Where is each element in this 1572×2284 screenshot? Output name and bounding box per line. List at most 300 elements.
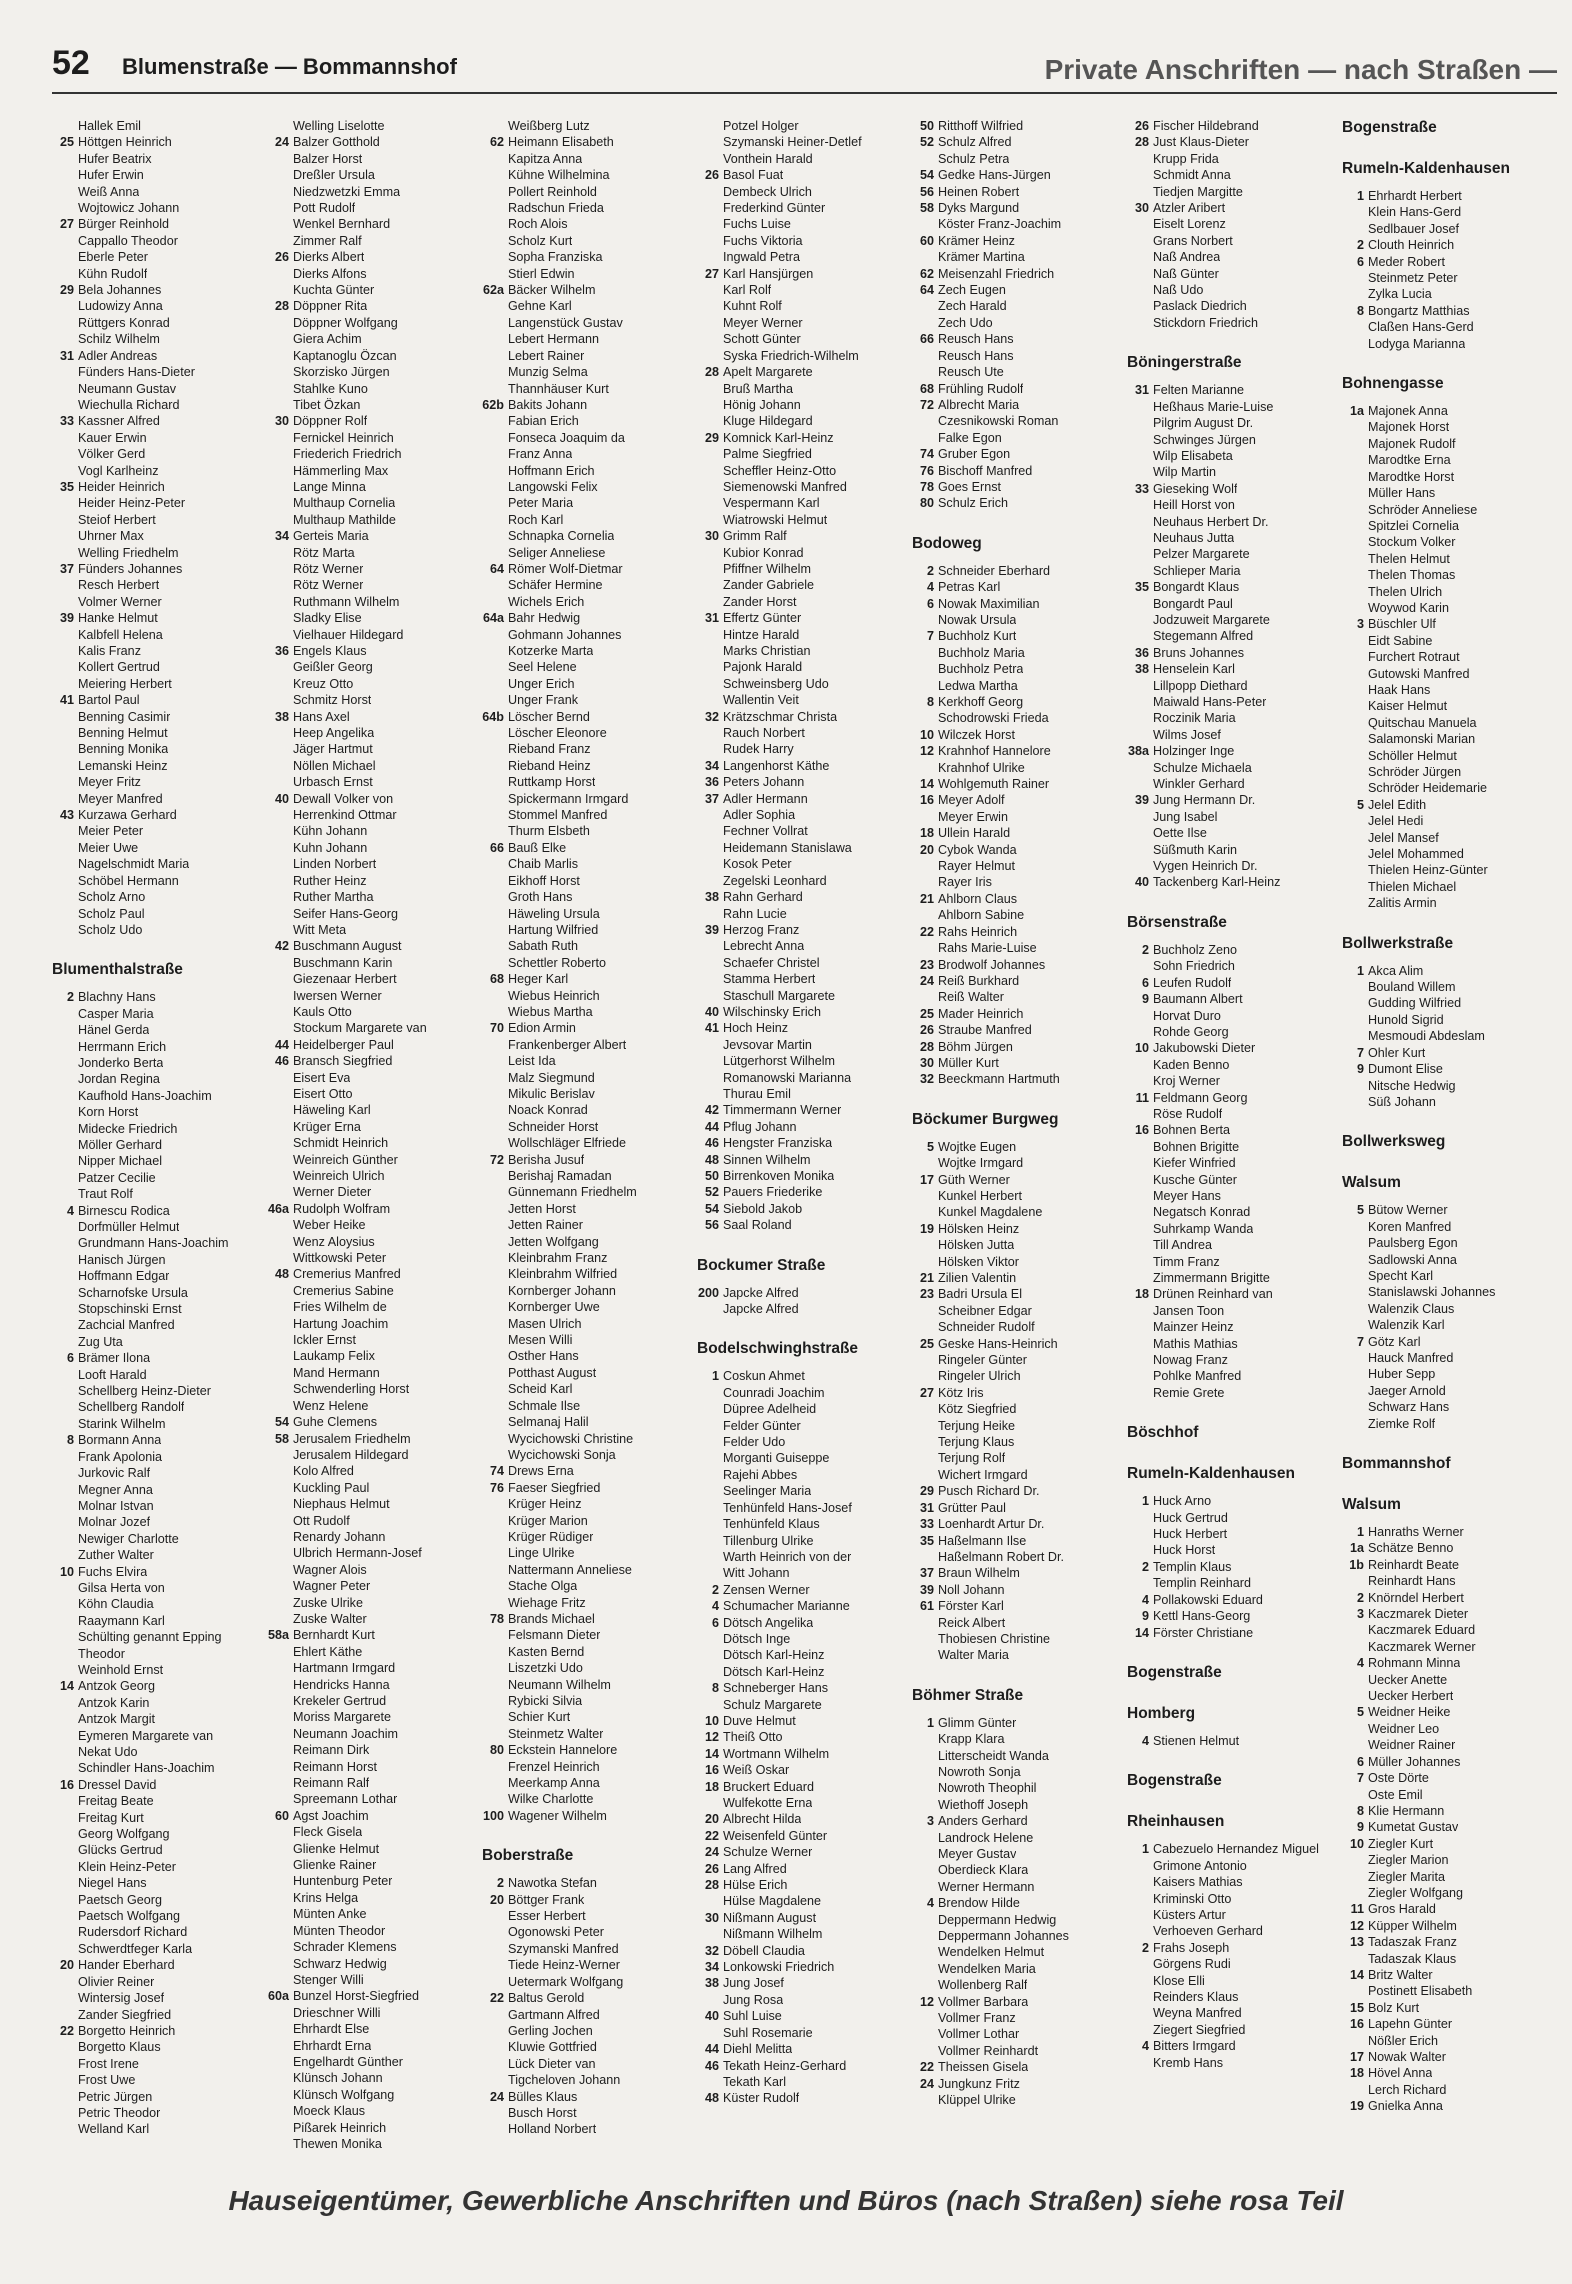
resident-entry [267, 348, 476, 364]
street-heading: Rumeln-Kaldenhausen [1127, 1465, 1295, 1483]
house-number [52, 1104, 78, 1120]
house-number: 1 [1356, 189, 1364, 203]
house-number: 14 [1134, 1625, 1149, 1640]
resident-name: Schulz Margarete [723, 1697, 822, 1712]
resident-entry [1127, 1608, 1336, 1624]
resident-entry [912, 282, 1121, 298]
resident-entry [52, 545, 261, 561]
section-title: Private Anschriften — nach Straßen — [1044, 54, 1557, 85]
resident-name: Giezenaar Herbert [293, 972, 397, 987]
resident-name: Reusch Ute [938, 365, 1004, 380]
resident-name: Löscher Eleonore [508, 726, 607, 741]
house-number: 29 [59, 283, 74, 298]
resident-name: Vogl Karlheinz [78, 463, 159, 478]
resident-name: Reinders Klaus [1153, 1989, 1239, 2004]
house-number [1127, 1139, 1153, 1155]
resident-name: Postinett Elisabeth [1368, 1984, 1473, 1999]
resident-entry [52, 1416, 261, 1432]
resident-name: Jung Rosa [723, 1992, 784, 2007]
resident-name: Majonek Rudolf [1368, 436, 1456, 451]
resident-entry [482, 2039, 691, 2055]
resident-name: Langenhorst Käthe [723, 758, 830, 773]
house-number [482, 118, 508, 134]
resident-name: Seel Helene [508, 660, 577, 675]
resident-entry [1342, 682, 1551, 698]
resident-name: Bakits Johann [508, 397, 588, 412]
house-number [1342, 436, 1368, 452]
house-number [697, 200, 723, 216]
resident-entry [697, 397, 906, 413]
resident-name: Bürger Reinhold [78, 217, 170, 232]
house-number: 7 [1356, 1771, 1364, 1786]
house-number [52, 1892, 78, 1908]
resident-entry [267, 988, 476, 1004]
house-number [1127, 167, 1153, 183]
resident-name: Moriss Margarete [293, 1710, 391, 1725]
house-number [697, 594, 723, 610]
house-number: 2 [66, 990, 74, 1005]
resident-entry [697, 331, 906, 347]
house-number: 40 [1134, 875, 1149, 890]
resident-name: Bransch Siegfried [293, 1054, 393, 1069]
house-number [482, 2056, 508, 2072]
resident-name: Schodrowski Frieda [938, 711, 1049, 726]
resident-entry [267, 1135, 476, 1151]
resident-name: Hoch Heinz [723, 1021, 789, 1036]
house-number [267, 1562, 293, 1578]
house-number [267, 1972, 293, 1988]
house-number [267, 512, 293, 528]
house-number [52, 1055, 78, 1071]
house-number: 38 [274, 709, 289, 724]
resident-name: Gnielka Anna [1368, 2099, 1443, 2114]
resident-entry [267, 1841, 476, 1857]
resident-entry [697, 1729, 906, 1745]
resident-name: Marodtke Horst [1368, 469, 1455, 484]
house-number [697, 561, 723, 577]
resident-entry [912, 1549, 1121, 1565]
resident-name: Zegelski Leonhard [723, 873, 827, 888]
resident-name: Resch Herbert [78, 578, 160, 593]
resident-entry [912, 430, 1121, 446]
resident-entry [482, 315, 691, 331]
resident-name: Stanislawski Johannes [1368, 1285, 1496, 1300]
house-number [1127, 1172, 1153, 1188]
resident-name: Ohler Kurt [1368, 1045, 1426, 1060]
resident-name: Mesmoudi Abdeslam [1368, 1029, 1485, 1044]
resident-entry [482, 906, 691, 922]
house-number: 35 [59, 479, 74, 494]
house-number: 54 [704, 1201, 719, 1216]
resident-name: Kiefer Winfried [1153, 1156, 1236, 1171]
house-number [267, 2087, 293, 2103]
resident-entry [267, 1250, 476, 1266]
resident-entry [1127, 2055, 1336, 2071]
resident-entry [1342, 846, 1551, 862]
resident-entry [482, 479, 691, 495]
house-number [912, 413, 938, 429]
house-number [697, 856, 723, 872]
house-number: 41 [59, 693, 74, 708]
resident-entry [52, 1104, 261, 1120]
resident-entry [267, 249, 476, 265]
resident-entry [267, 413, 476, 429]
resident-entry [482, 577, 691, 593]
house-number [1127, 776, 1153, 792]
resident-entry [482, 495, 691, 511]
resident-name: Groth Hans [508, 890, 573, 905]
resident-entry [912, 1270, 1121, 1286]
resident-entry [52, 1564, 261, 1580]
house-number: 18 [1349, 2066, 1364, 2081]
resident-entry [267, 1316, 476, 1332]
house-number [1127, 1073, 1153, 1089]
resident-name: Lodyga Marianna [1368, 336, 1466, 351]
resident-entry [697, 1844, 906, 1860]
house-number [697, 577, 723, 593]
resident-name: Ullein Harald [938, 826, 1011, 841]
resident-entry [912, 1434, 1121, 1450]
house-number [267, 1348, 293, 1364]
resident-entry [482, 364, 691, 380]
house-number [482, 2039, 508, 2055]
resident-name: Mader Heinrich [938, 1006, 1024, 1021]
resident-name: Buchholz Maria [938, 645, 1025, 660]
resident-name: Pollert Reinhold [508, 184, 597, 199]
house-number [52, 1875, 78, 1891]
resident-entry [912, 1155, 1121, 1171]
resident-name: Marodtke Erna [1368, 453, 1451, 468]
house-number [912, 216, 938, 232]
resident-name: Buschmann August [293, 939, 402, 954]
resident-entry [52, 1744, 261, 1760]
resident-name: Balzer Horst [293, 151, 363, 166]
resident-entry [912, 989, 1121, 1005]
resident-name: Hauck Manfred [1368, 1350, 1454, 1365]
resident-entry [1127, 1024, 1336, 1040]
resident-name: Rieband Franz [508, 742, 591, 757]
house-number: 20 [919, 842, 934, 857]
resident-name: Böttger Frank [508, 1892, 585, 1907]
house-number: 4 [711, 1599, 719, 1614]
resident-entry [912, 612, 1121, 628]
house-number [1342, 649, 1368, 665]
resident-name: Drünen Reinhard van [1153, 1287, 1273, 1302]
resident-name: Hämmerling Max [293, 463, 389, 478]
house-number [267, 1283, 293, 1299]
house-number [52, 430, 78, 446]
house-number [912, 940, 938, 956]
resident-entry [697, 1168, 906, 1184]
resident-name: Ziemke Rolf [1368, 1416, 1436, 1431]
resident-name: Vygen Heinrich Dr. [1153, 859, 1258, 874]
resident-name: Ulbrich Hermann-Josef [293, 1546, 422, 1561]
house-number: 6 [926, 596, 934, 611]
house-number: 39 [1134, 793, 1149, 808]
resident-entry [912, 1961, 1121, 1977]
resident-entry [912, 760, 1121, 776]
resident-entry [912, 446, 1121, 462]
resident-name: Bernhardt Kurt [293, 1628, 375, 1643]
street-heading: Blumenthalstraße [52, 961, 183, 979]
resident-name: Goes Ernst [938, 479, 1001, 494]
resident-entry [482, 1957, 691, 1973]
resident-name: Dorfmüller Helmut [78, 1220, 180, 1234]
house-number [52, 184, 78, 200]
house-number [267, 364, 293, 380]
house-number [482, 1266, 508, 1282]
house-number [267, 1873, 293, 1889]
resident-entry [1127, 2022, 1336, 2038]
resident-entry [697, 971, 906, 987]
resident-name: Kuckling Paul [293, 1480, 370, 1495]
resident-entry [697, 791, 906, 807]
resident-name: Looft Harald [78, 1367, 147, 1382]
resident-name: Ludowizy Anna [78, 299, 163, 314]
house-number: 27 [59, 217, 74, 232]
resident-name: Spickermann Irmgard [508, 791, 629, 806]
resident-name: Rayer Helmut [938, 859, 1015, 874]
resident-entry [912, 413, 1121, 429]
house-number [1342, 715, 1368, 731]
house-number: 2 [1141, 942, 1149, 957]
house-number [697, 1647, 723, 1663]
resident-name: Albrecht Maria [938, 397, 1020, 412]
house-number: 80 [489, 1743, 504, 1758]
resident-entry [482, 1201, 691, 1217]
resident-name: Thelen Ulrich [1368, 584, 1443, 599]
house-number [52, 2072, 78, 2088]
resident-entry [1342, 1737, 1551, 1753]
resident-entry [52, 1465, 261, 1481]
resident-entry [1127, 432, 1336, 448]
resident-name: Eymeren Margarete van [78, 1728, 214, 1743]
street-heading: Böckumer Burgweg [912, 1110, 1059, 1128]
resident-entry [482, 1545, 691, 1561]
resident-entry [52, 1596, 261, 1612]
house-number: 37 [59, 561, 74, 576]
resident-entry [1342, 502, 1551, 518]
resident-entry [697, 1086, 906, 1102]
resident-name: Jelel Mansef [1368, 830, 1439, 845]
house-number [267, 1168, 293, 1184]
resident-entry [1342, 1252, 1551, 1268]
house-number [52, 446, 78, 462]
resident-entry [267, 823, 476, 839]
resident-entry [1127, 743, 1336, 759]
resident-name: Japcke Alfred [723, 1302, 799, 1317]
resident-entry [482, 643, 691, 659]
resident-entry [697, 1401, 906, 1417]
resident-name: Petric Theodor [78, 2105, 161, 2120]
resident-entry [697, 479, 906, 495]
resident-entry [912, 2059, 1121, 2075]
resident-entry [697, 1004, 906, 1020]
resident-name: Drieschner Willi [293, 2005, 381, 2020]
house-number [52, 495, 78, 511]
resident-entry [1342, 1061, 1551, 1077]
resident-name: Kettl Hans-Georg [1153, 1609, 1251, 1624]
resident-entry [1127, 2038, 1336, 2054]
house-number [52, 659, 78, 675]
house-number [267, 463, 293, 479]
resident-name: Pfiffner Wilhelm [723, 561, 811, 576]
house-number [267, 1316, 293, 1332]
resident-entry [267, 397, 476, 413]
resident-entry [482, 1496, 691, 1512]
resident-name: Uecker Anette [1368, 1672, 1448, 1687]
resident-name: Vollmer Barbara [938, 1994, 1029, 2009]
resident-entry [52, 873, 261, 889]
resident-name: Newiger Charlotte [78, 1531, 179, 1546]
resident-entry [1342, 748, 1551, 764]
resident-entry [697, 495, 906, 511]
resident-entry [1342, 1803, 1551, 1819]
resident-name: Ringeler Ulrich [938, 1369, 1021, 1384]
resident-name: Pott Rudolf [293, 201, 356, 216]
resident-entry [912, 1352, 1121, 1368]
resident-name: Herrenkind Ottmar [293, 808, 397, 823]
resident-name: Naß Andrea [1153, 250, 1221, 265]
resident-name: Spitzlei Cornelia [1368, 518, 1459, 533]
resident-name: Kusche Günter [1153, 1172, 1238, 1187]
resident-entry [482, 1070, 691, 1086]
resident-entry [1127, 134, 1336, 150]
house-number [1127, 1024, 1153, 1040]
house-number [1342, 979, 1368, 995]
resident-entry [1342, 1606, 1551, 1622]
resident-entry [267, 1299, 476, 1315]
house-number [482, 249, 508, 265]
resident-entry [1127, 710, 1336, 726]
house-number [52, 1088, 78, 1104]
resident-entry [52, 1219, 261, 1235]
house-number: 72 [919, 397, 934, 412]
house-number: 1a [1349, 1541, 1364, 1556]
house-number [697, 1893, 723, 1909]
resident-entry [52, 348, 261, 364]
resident-entry [912, 825, 1121, 841]
resident-entry [482, 1102, 691, 1118]
resident-entry [482, 2056, 691, 2072]
resident-name: Werner Dieter [293, 1185, 372, 1200]
resident-entry [1127, 1303, 1336, 1319]
house-number [267, 1496, 293, 1512]
resident-entry [482, 1742, 691, 1758]
resident-name: Jansen Toon [1153, 1303, 1225, 1318]
resident-entry [912, 1385, 1121, 1401]
resident-entry [697, 1959, 906, 1975]
resident-name: Brodwolf Johannes [938, 957, 1046, 972]
resident-name: Witt Meta [293, 922, 347, 937]
resident-entry [697, 676, 906, 692]
house-number: 32 [704, 1943, 719, 1958]
house-number [482, 1004, 508, 1020]
house-number: 24 [919, 973, 934, 988]
house-number [482, 1496, 508, 1512]
resident-name: Fleck Gisela [293, 1825, 363, 1840]
resident-name: Krämer Martina [938, 250, 1025, 265]
resident-name: Holland Norbert [508, 2122, 597, 2137]
resident-entry [52, 692, 261, 708]
house-number [482, 1791, 508, 1807]
house-number: 29 [919, 1484, 934, 1499]
resident-name: Zech Eugen [938, 283, 1006, 298]
house-number [482, 2105, 508, 2121]
resident-entry [1127, 1155, 1336, 1171]
resident-entry [1127, 1874, 1336, 1890]
resident-name: Rahs Marie-Luise [938, 941, 1037, 956]
house-number [912, 1846, 938, 1862]
resident-entry [267, 676, 476, 692]
house-number: 14 [704, 1746, 719, 1761]
resident-entry [912, 1368, 1121, 1384]
resident-name: Lück Dieter van [508, 2056, 596, 2071]
resident-name: Oette Ilse [1153, 826, 1207, 841]
resident-entry [267, 1234, 476, 1250]
resident-entry [482, 1660, 691, 1676]
resident-name: Zander Horst [723, 594, 797, 609]
resident-name: Akca Alim [1368, 963, 1424, 978]
resident-entry [267, 1939, 476, 1955]
resident-entry [52, 430, 261, 446]
resident-name: Hoffmann Edgar [78, 1269, 170, 1284]
resident-entry [52, 118, 261, 134]
resident-name: Schettler Roberto [508, 955, 607, 970]
resident-name: Hanke Helmut [78, 611, 158, 626]
resident-entry [697, 659, 906, 675]
house-number [267, 315, 293, 331]
resident-name: Jerusalem Hildegard [293, 1447, 409, 1462]
house-number [912, 298, 938, 314]
house-number [1342, 204, 1368, 220]
house-number [1342, 1219, 1368, 1235]
resident-name: Wichels Erich [508, 594, 585, 609]
resident-name: Thurm Elsbeth [508, 824, 590, 839]
resident-name: Rötz Marta [293, 545, 355, 560]
resident-entry [912, 1928, 1121, 1944]
house-number [482, 676, 508, 692]
house-number [1127, 1956, 1153, 1972]
resident-entry [697, 1664, 906, 1680]
resident-name: Münten Anke [293, 1907, 367, 1922]
resident-name: Claßen Hans-Gerd [1368, 320, 1474, 335]
resident-entry [1127, 399, 1336, 415]
resident-name: Fechner Vollrat [723, 824, 808, 839]
resident-name: Iwersen Werner [293, 988, 382, 1003]
resident-entry [52, 725, 261, 741]
resident-entry [912, 1516, 1121, 1532]
house-number [1127, 1336, 1153, 1352]
street-heading: Bodoweg [912, 534, 982, 552]
resident-entry [267, 610, 476, 626]
resident-entry [697, 1975, 906, 1991]
house-number [1342, 748, 1368, 764]
house-number: 26 [274, 250, 289, 265]
house-number [1342, 1383, 1368, 1399]
resident-entry [697, 2025, 906, 2041]
resident-name: Mainzer Heinz [1153, 1320, 1234, 1335]
house-number [52, 249, 78, 265]
resident-entry [267, 1398, 476, 1414]
resident-name: Kühn Rudolf [78, 266, 148, 281]
house-number [267, 2070, 293, 2086]
house-number [52, 1974, 78, 1990]
resident-name: Thelen Helmut [1368, 551, 1450, 566]
house-number [1127, 1368, 1153, 1384]
resident-name: Britz Walter [1368, 1967, 1433, 1982]
house-number [267, 1677, 293, 1693]
